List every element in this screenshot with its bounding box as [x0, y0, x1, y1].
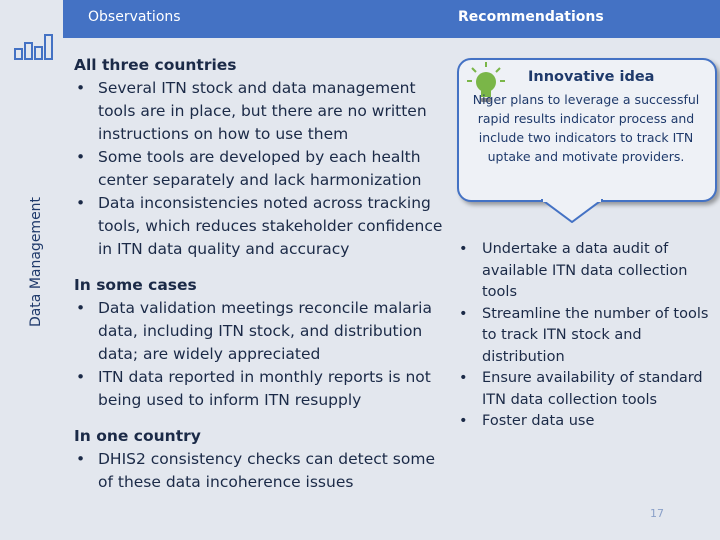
bullet-list-all-countries: [74, 77, 446, 261]
list-item: • Data inconsistencies noted across tracking tools, which reduces stakeholder confidence in ITN data quality and accuracy: [74, 192, 446, 261]
recommendations-list: [457, 239, 715, 433]
section-heading-all-countries: All three countries: [74, 56, 237, 74]
list-item: • Some tools are developed by each health center separately and lack harmonization: [74, 146, 446, 192]
recommendations-title: Recommendations: [458, 9, 604, 25]
list-item: • DHIS2 consistency checks can detect some of these data incoherence issues: [74, 448, 446, 494]
list-item: • Streamline the number of tools to track ITN stock and distribution: [457, 304, 715, 369]
callout-title: Innovative idea: [528, 69, 655, 85]
bar-chart-icon: [14, 32, 54, 60]
sidebar-label: Data Management: [28, 196, 44, 328]
bullet-list-some-cases: [74, 297, 446, 412]
callout-body: Niger plans to leverage a successful rapid results indicator process and include two indicators to track ITN uptake and motivate providers.: [472, 92, 700, 164]
list-item: • Data validation meetings reconcile malaria data, including ITN stock, and distribution data; are widely appreciated: [74, 297, 446, 366]
section-heading-some-cases: In some cases: [74, 276, 197, 294]
list-item: • Several ITN stock and data management tools are in place, but there are no written instructions on how to use them: [74, 77, 446, 146]
callout-tail: [541, 199, 603, 223]
list-item: • Foster data use: [457, 411, 715, 433]
section-heading-one-country: In one country: [74, 427, 201, 445]
observations-content: [74, 54, 446, 494]
list-item: • Ensure availability of standard ITN data collection tools: [457, 368, 715, 411]
bullet-list-one-country: [74, 448, 446, 494]
page-number: 17: [650, 507, 664, 520]
list-item: • ITN data reported in monthly reports is not being used to inform ITN resupply: [74, 366, 446, 412]
observations-title: Observations: [88, 9, 181, 25]
list-item: • Undertake a data audit of available ITN data collection tools: [457, 239, 715, 304]
